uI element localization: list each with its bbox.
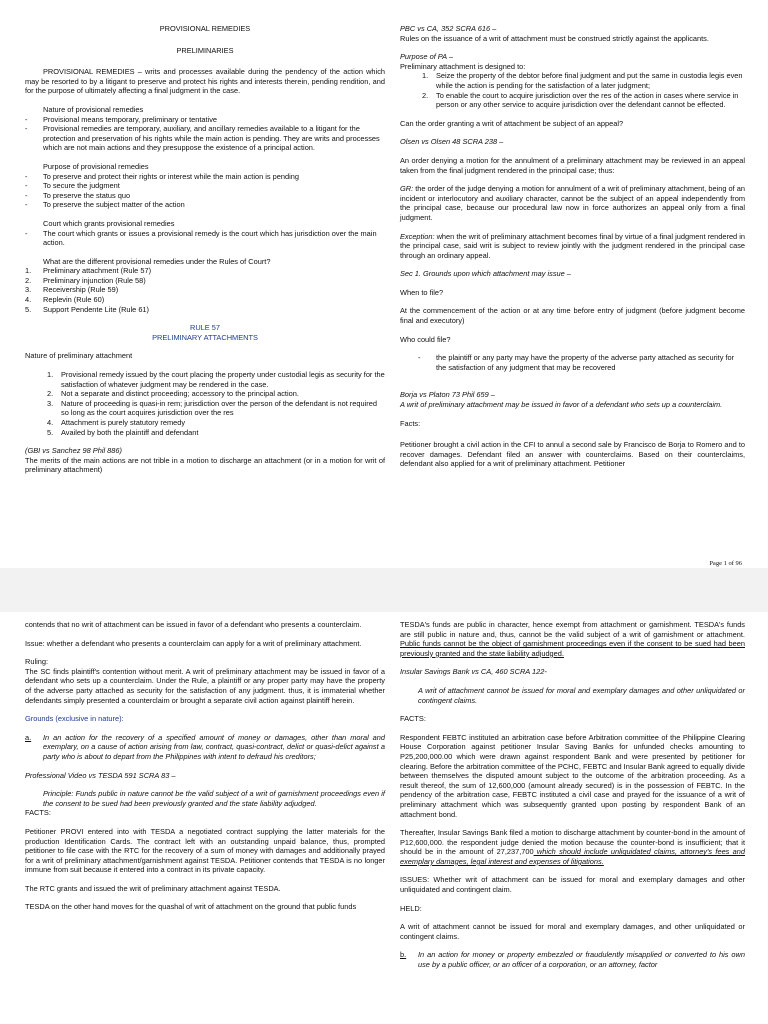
when-answer: At the commencement of the action or at any time before entry of judgment (before judgment become final and executory) xyxy=(400,306,745,326)
ground-text: In an action for money or property embezzled or fraudulently misapplied or converted to his own use by a public officer, or an officer of a corporation, or an attorney, factor xyxy=(418,950,745,970)
page2-right-column xyxy=(400,620,745,979)
item-number: 3. xyxy=(47,398,54,408)
olsen-paragraph: An order denying a motion for the annulment of a preliminary attachment may be reviewed in an appeal taken from the final judgment rendered in the principal case; thus: xyxy=(400,155,745,175)
borja-facts: Petitioner brought a civil action in the CFI to annul a second sale by Francisco de Borja to Romero and to recover damages. Defendant filed an answer with counterclaims. Based on their counterclaims, defendant also applied for a writ of preliminary attachment. Petitioner xyxy=(400,440,745,469)
item-number: 2. xyxy=(25,275,32,285)
ruling-paragraph: The SC finds plaintiff's contention without merit. A writ of preliminary attachment may be issued in favor of a defendant who sets up a counterclaim. Under the Rule, a plaintiff or any proper party may have the property of the adverse party attached as security for the satisfaction of any judgment. thus, it is immaterial whether defendants simply presented a counterclaim or brought a separate civil action against plaintiff herein. xyxy=(25,666,385,705)
appeal-question: Can the order granting a writ of attachment be subject of an appeal? xyxy=(400,118,624,128)
item-number: 2. xyxy=(47,389,54,399)
list-item: - To preserve the status quo xyxy=(25,191,385,201)
isb-principle: A writ of attachment cannot be issued for moral and exemplary damages and other unliquidated or contingent claims. xyxy=(418,685,745,705)
ground-b xyxy=(400,950,745,969)
purpose-heading: Purpose of provisional remedies xyxy=(43,161,149,171)
nature-pa-list xyxy=(25,370,385,437)
tesda-funds-underlined: Public funds cannot be the object of garnishment proceedings even if the consent to be sued had been previously granted and the state liability adjudged. xyxy=(400,639,745,658)
pbc-paragraph: Rules on the issuance of a writ of attachment must be construed strictly against the applicants. xyxy=(400,33,709,43)
document-page-2 xyxy=(0,612,768,1024)
item-text: Receivership (Rule 59) xyxy=(43,285,119,295)
ruling-heading: Ruling: xyxy=(25,657,49,667)
borja-principle: A writ of preliminary attachment may be issued in favor of a defendant who sets up a counterclaim. xyxy=(400,400,723,410)
item-text: Seize the property of the debtor before final judgment and put the same in custodia legis even while the action is pending for the satisfaction of a later judgment; xyxy=(436,71,743,90)
page1-left-column xyxy=(25,24,385,484)
section-1-heading: Sec 1. Grounds upon which attachment may issue – xyxy=(400,269,571,279)
purpose-pa-intro: Preliminary attachment is designed to: xyxy=(400,61,526,71)
list-item xyxy=(400,71,745,90)
purpose-pa-heading: Purpose of PA – xyxy=(400,52,453,62)
list-item xyxy=(25,266,385,276)
when-question: When to file? xyxy=(400,287,444,297)
item-text: Attachment is purely statutory remedy xyxy=(61,418,186,427)
thereafter-text: Thereafter, Insular Savings Bank filed a motion to discharge attachment by counter-bond in the amount of P12,600,000. the respondent judge denied the motion because the counter-bond is insufficient; that it should be in the amount of 27,237,700 xyxy=(400,828,745,857)
list-item xyxy=(25,276,385,286)
court-list xyxy=(25,229,385,248)
item-text: Nature of proceeding is quasi-in rem; jurisdiction over the person of the defendant is not required so long as the court acquires jurisdiction over the res xyxy=(61,398,377,418)
item-number: 5. xyxy=(25,304,32,314)
list-item xyxy=(25,428,385,438)
page2-left-column xyxy=(25,620,385,921)
gbi-paragraph: The merits of the main actions are not trible in a motion to discharge an attachment (or in a motion for writ of preliminary attachment) xyxy=(25,455,385,475)
list-item: - To secure the judgment xyxy=(25,181,385,191)
tesda-funds-text: TESDA's funds are public in character, hence exempt from attachment or garnishment. TESDA's funds are still public in nature and, thus, cannot be the valid subject of a writ of garnishment or attachment. xyxy=(400,620,745,639)
borja-continuation: contends that no writ of attachment can be issued in favor of a defendant who presents a counterclaim. xyxy=(25,620,362,629)
facts-heading: FACTS: xyxy=(400,714,426,724)
list-item xyxy=(25,295,385,305)
list-item: - To preserve and protect their rights or interest while the main action is pending xyxy=(25,172,385,182)
item-text: To enable the court to acquire jurisdiction over the res of the action in cases where service in person or any other service to acquire jurisdiction over the defendant cannot be effected. xyxy=(436,90,739,110)
ground-letter: a. xyxy=(25,732,32,742)
court-heading: Court which grants provisional remedies xyxy=(43,218,175,228)
list-item: - Provisional means temporary, preliminary or tentative xyxy=(25,115,385,125)
case-citation-professional-video: Professional Video vs TESDA 591 SCRA 83 – xyxy=(25,770,176,780)
item-text: Availed by both the plaintiff and defendant xyxy=(61,427,199,437)
item-text: Not a separate and distinct proceeding; accessory to the principal action. xyxy=(61,389,299,399)
case-citation-insular: Insular Savings Bank vs CA, 460 SCRA 122- xyxy=(400,667,547,677)
section-title-preliminaries: PRELIMINARIES xyxy=(176,45,234,55)
item-text: Preliminary injunction (Rule 58) xyxy=(43,275,146,285)
held-heading: HELD: xyxy=(400,903,422,913)
case-citation-borja: Borja vs Platon 73 Phil 659 – xyxy=(400,390,495,400)
ground-letter: b. xyxy=(400,950,407,960)
list-item: - To preserve the subject matter of the action xyxy=(25,200,385,210)
list-item xyxy=(25,418,385,428)
list-item xyxy=(25,389,385,399)
item-text: Support Pendente Lite (Rule 61) xyxy=(43,304,150,314)
issue-paragraph: Issue: whether a defendant who presents a counterclaim can apply for a writ of preliminary attachment. xyxy=(25,638,362,648)
doc-title: PROVISIONAL REMEDIES xyxy=(159,24,251,33)
remedies-list xyxy=(25,266,385,314)
definition-paragraph: PROVISIONAL REMEDIES – writs and processes available during the pendency of the action which may be resorted to by a litigant to preserve and protect his rights and interests therein, pending rendition, and for the purpose of ultimately affecting a final judgment in the case. xyxy=(25,67,385,96)
item-text: Provisional remedy issued by the court placing the property under custodial legis as security for the satisfaction of whatever judgment may be rendered in the case. xyxy=(61,370,385,389)
gr-label: GR: xyxy=(400,184,414,194)
item-number: 3. xyxy=(25,285,32,295)
tesda-funds-paragraph xyxy=(400,620,745,658)
item-number: 4. xyxy=(25,295,32,305)
item-text: Replevin (Rule 60) xyxy=(43,295,105,305)
pv-principle: Principle: Funds public in nature cannot be the valid subject of a writ of garnishment proceedings even if the consent to be sued had been previously granted and the state liability adjudged. xyxy=(43,789,385,808)
list-item xyxy=(400,91,745,110)
case-citation-pbc: PBC vs CA, 352 SCRA 616 – xyxy=(400,24,497,33)
nature-list xyxy=(25,115,385,153)
held-paragraph: A writ of attachment cannot be issued for moral and exemplary damages, and other unliquidated or contingent claims. xyxy=(400,922,745,941)
who-list xyxy=(400,353,745,372)
rule-subtitle: PRELIMINARY ATTACHMENTS xyxy=(152,332,258,342)
case-citation-gbi: (GBI vs Sanchez 98 Phil 886) xyxy=(25,446,122,456)
general-rule-paragraph xyxy=(400,184,745,222)
thereafter-paragraph xyxy=(400,828,745,866)
page-separator xyxy=(0,568,768,612)
item-number: 2. xyxy=(422,90,429,100)
purpose-pa-list xyxy=(400,71,745,109)
item-number: 1. xyxy=(47,370,54,380)
exception-text: when the writ of preliminary attachment becomes final by virtue of a final judgment rendered in the principal case, said writ is subject to review jointly with the judgment rendered in the principal case through an ordinary appeal. xyxy=(400,231,745,260)
gr-text: the order of the judge denying a motion for annulment of a writ of preliminary attachment, being of an incident or interlocutory and auxiliary character, cannot be the subject of an appeal independently from the principal case, because our procedural law now in force authorizes an appeal only from a final judgment. xyxy=(400,184,745,222)
issues-paragraph: ISSUES: Whether writ of attachment can be issued for moral and exemplary damages and other unliquidated and contingent claim. xyxy=(400,875,745,895)
item-number: 5. xyxy=(47,427,54,437)
facts-heading: FACTS: xyxy=(25,808,51,818)
tesda-paragraph: TESDA on the other hand moves for the quashal of writ of attachment on the ground that public funds xyxy=(25,902,357,912)
isb-facts: Respondent FEBTC instituted an arbitration case before Arbitration committee of the Philippine Clearing House Corporation against petitioner Insular Saving Banks for unfunded checks amounting to P25,200,000.00 which were drawn against respondent Bank and were presented by petitioner for clearing. Before the arbitration committee of the PCHC, FEBTC and Insular Bank agreed to equally divide between themselves the disputed amount subject to the outcome of the arbitration proceeding. As a result thereof, the sum of 12,600,000 (amount already secured) is in the possession of FEBTC. In the pendency of the arbitration case, FEBTC instituted a civil case and prayed for the issuance of a writ of preliminary attachment which was subsequently granted upon posting by respondent Bank of an attachment bond. xyxy=(400,732,745,819)
item-number: 1. xyxy=(422,71,429,81)
list-item xyxy=(25,399,385,418)
list-item xyxy=(25,305,385,315)
list-item: - the plaintiff or any party may have the property of the adverse party attached as security for the satisfaction of any judgment that may be recovered xyxy=(400,353,745,372)
who-question: Who could file? xyxy=(400,334,451,344)
list-item xyxy=(25,370,385,389)
exception-label: Exception: xyxy=(400,231,435,241)
nature-heading: Nature of provisional remedies xyxy=(43,104,144,114)
purpose-list xyxy=(25,172,385,210)
thereafter-underlined: which should include unliquidated claims, attorney's fees and exemplary damages, legal interest and expenses of litigations. xyxy=(400,847,745,866)
case-citation-olsen: Olsen vs Olsen 48 SCRA 238 – xyxy=(400,137,504,147)
item-number: 1. xyxy=(25,266,32,276)
exception-paragraph xyxy=(400,232,745,261)
ground-text: In an action for the recovery of a specified amount of money or damages, other than moral and exemplary, on a cause of action arising from law, contract, quasi-contract, delict or quasi-delict against a party who is about to depart from the Philippines with intent to defraud his creditors; xyxy=(43,732,385,761)
rule-title: RULE 57 xyxy=(190,323,220,333)
item-text: Preliminary attachment (Rule 57) xyxy=(43,266,152,276)
ground-a xyxy=(25,733,385,762)
facts-heading: Facts: xyxy=(400,418,421,428)
list-item: - The court which grants or issues a provisional remedy is the court which has jurisdiction over the main action. xyxy=(25,229,385,248)
list-item: - Provisional remedies are temporary, auxiliary, and ancillary remedies available to a litigant for the protection and preservation of his rights while the main action is pending. They are writs and processes which are not main actions and they presuppose the existence of a principal action. xyxy=(25,124,385,153)
grounds-heading: Grounds (exclusive in nature): xyxy=(25,714,124,724)
page1-right-column xyxy=(400,24,745,478)
nature-pa-heading: Nature of preliminary attachment xyxy=(25,351,133,361)
rtc-paragraph: The RTC grants and issued the writ of preliminary attachment against TESDA. xyxy=(25,883,281,893)
pv-facts: Petitioner PROVI entered into with TESDA a negotiated contract supplying the latter materials for the production Identification Cards. The contract left with an outstanding unpaid balance, thus, prompted petitioner to file case with the RTC for the recovery of a sum of money with damages and additionally prayed for a writ of preliminary attachment/garnishment against TESDA. Petitioner contends that TESDA is no longer immune from suit because it entered into a contract in its private capacity. xyxy=(25,826,385,875)
item-number: 4. xyxy=(47,418,54,427)
page-number: Page 1 of 96 xyxy=(709,560,742,567)
list-item xyxy=(25,285,385,295)
remedies-question: What are the different provisional remedies under the Rules of Court? xyxy=(43,256,271,266)
